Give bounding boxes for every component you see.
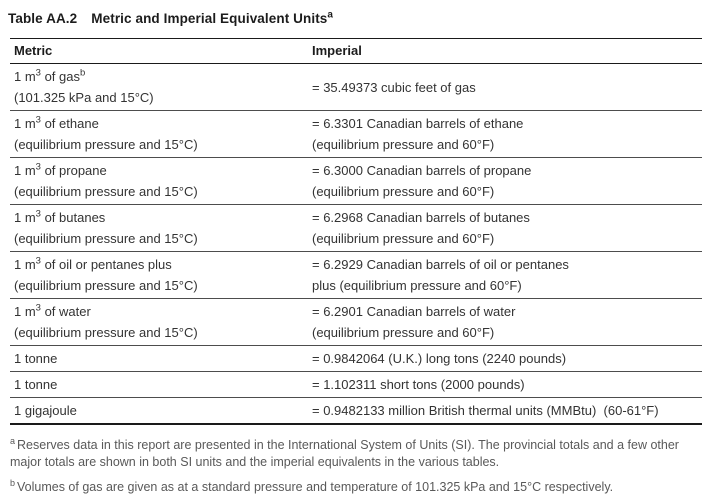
footnote-text: Reserves data in this report are presented in the International System of Units (SI). The provincial totals and a few other major totals are shown in both SI units and the imperial equivalents in the various tables. xyxy=(10,438,679,469)
metric-cell xyxy=(10,64,308,111)
table-row xyxy=(10,158,702,205)
metric-line: 1 $m^3$ of propane xyxy=(14,161,107,178)
metric-cell xyxy=(10,398,308,425)
metric-line: 1 $m^3$ of oil or pentanes plus xyxy=(14,255,172,272)
footnote-b xyxy=(10,479,698,496)
footnote-a xyxy=(10,437,698,470)
metric-line: 1 $m^3$ of ethane xyxy=(14,114,99,131)
metric-line: (equilibrium pressure and 15°C) xyxy=(14,325,198,340)
table-row xyxy=(10,111,702,158)
imperial-line: = 6.3000 Canadian barrels of propane xyxy=(312,163,532,178)
metric-cell xyxy=(10,372,308,398)
imperial-cell xyxy=(308,299,702,346)
imperial-line: = 6.2929 Canadian barrels of oil or pentanes xyxy=(312,257,569,272)
imperial-line: = 35.49373 cubic feet of gas xyxy=(312,79,476,95)
footnote-text: Volumes of gas are given as at a standard pressure and temperature of 101.325 kPa and 15°C respectively. xyxy=(17,480,614,494)
metric-cell xyxy=(10,111,308,158)
imperial-cell xyxy=(308,205,702,252)
metric-line: 1 tonne xyxy=(14,351,58,366)
imperial-line: (equilibrium pressure and 60°F) xyxy=(312,325,495,340)
table-row xyxy=(10,398,702,425)
imperial-line: (equilibrium pressure and 60°F) xyxy=(312,231,495,246)
metric-line: 1 $m^3$ of water xyxy=(14,302,91,319)
metric-cell xyxy=(10,158,308,205)
imperial-line: (equilibrium pressure and 60°F) xyxy=(312,137,495,152)
column-header-metric: Metric xyxy=(10,39,308,64)
metric-cell xyxy=(10,299,308,346)
header-row xyxy=(10,39,702,64)
imperial-cell xyxy=(308,398,702,425)
metric-line: (101.325 kPa and 15°C) xyxy=(14,90,154,105)
table-row xyxy=(10,205,702,252)
imperial-line: = 0.9482133 million British thermal units (MMBtu) (60-61°F) xyxy=(312,403,659,418)
column-header-imperial: Imperial xyxy=(308,39,702,64)
metric-line: (equilibrium pressure and 15°C) xyxy=(14,137,198,152)
imperial-cell xyxy=(308,158,702,205)
metric-line: (equilibrium pressure and 15°C) xyxy=(14,278,198,293)
table-row xyxy=(10,64,702,111)
table-row xyxy=(10,346,702,372)
imperial-line: (equilibrium pressure and 60°F) xyxy=(312,184,495,199)
imperial-line: = 6.2901 Canadian barrels of water xyxy=(312,304,516,319)
imperial-line: = 6.2968 Canadian barrels of butanes xyxy=(312,210,530,225)
imperial-cell xyxy=(308,346,702,372)
table-title-number: Table AA.2 xyxy=(8,11,78,26)
table-title xyxy=(8,11,701,26)
units-table xyxy=(10,38,702,425)
table-row xyxy=(10,299,702,346)
metric-line: 1 tonne xyxy=(14,377,58,392)
imperial-cell xyxy=(308,372,702,398)
metric-line: 1 $m^3$ of gas$^b$ xyxy=(14,67,86,84)
metric-line: (equilibrium pressure and 15°C) xyxy=(14,231,198,246)
metric-cell xyxy=(10,205,308,252)
imperial-cell xyxy=(308,64,702,111)
metric-cell xyxy=(10,252,308,299)
footnote-marker: b xyxy=(10,477,16,488)
metric-line: 1 $m^3$ of butanes xyxy=(14,208,106,225)
imperial-line: plus (equilibrium pressure and 60°F) xyxy=(312,278,522,293)
metric-cell xyxy=(10,346,308,372)
imperial-line: = 0.9842064 (U.K.) long tons (2240 pounds) xyxy=(312,351,567,366)
table-row xyxy=(10,372,702,398)
imperial-cell xyxy=(308,111,702,158)
table-title-text: Metric and Imperial Equivalent Units$^a$ xyxy=(91,9,334,26)
footnote-marker: a xyxy=(10,435,16,446)
footnotes xyxy=(10,437,698,496)
metric-line: 1 gigajoule xyxy=(14,403,77,418)
table-row xyxy=(10,252,702,299)
imperial-line: = 6.3301 Canadian barrels of ethane xyxy=(312,116,524,131)
imperial-line: = 1.102311 short tons (2000 pounds) xyxy=(312,377,525,392)
metric-line: (equilibrium pressure and 15°C) xyxy=(14,184,198,199)
imperial-cell xyxy=(308,252,702,299)
